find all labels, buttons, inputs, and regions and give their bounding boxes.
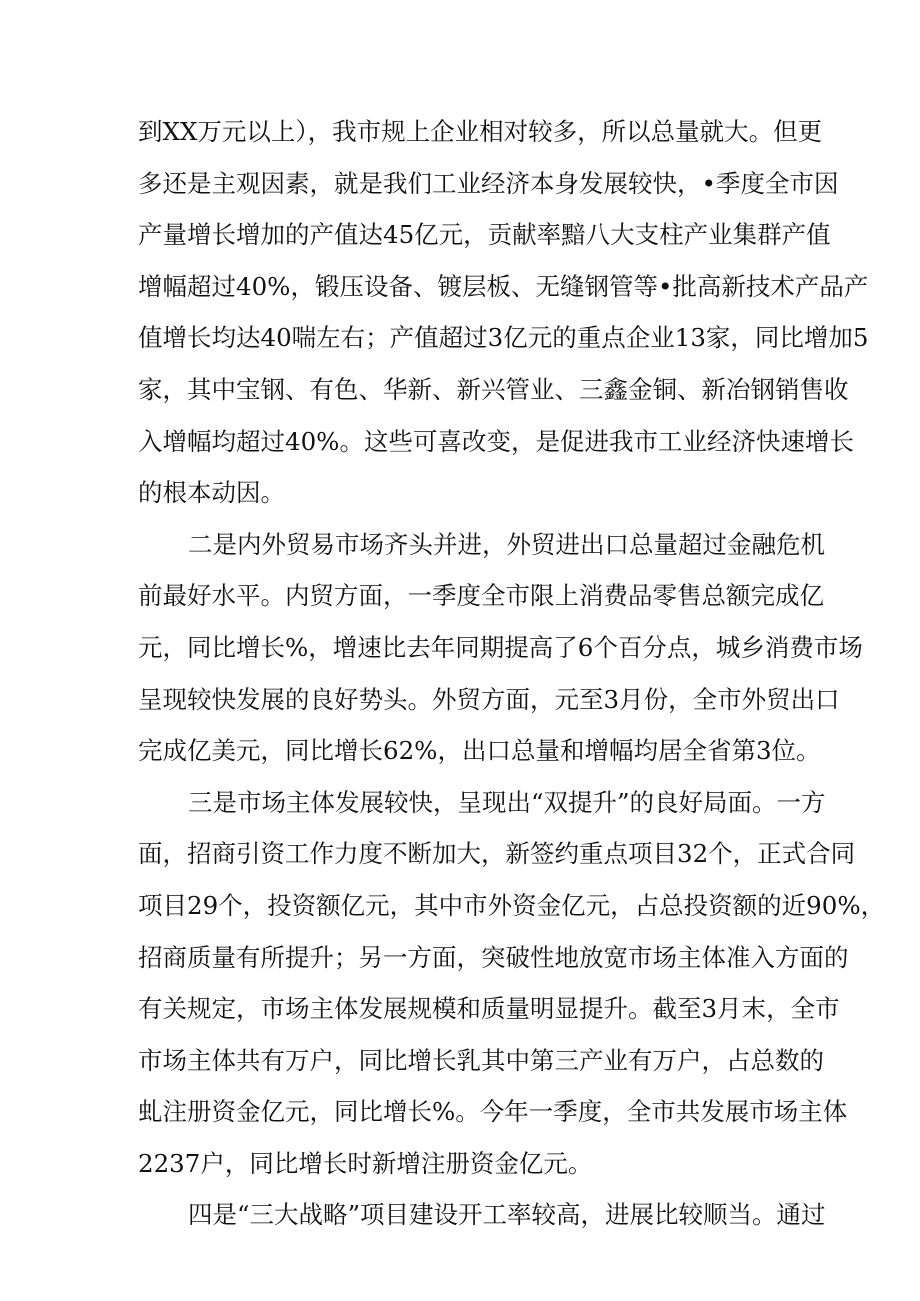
text-line: 虬注册资金亿元，同比增长%。今年一季度，全市共发展市场主体 <box>138 1097 848 1127</box>
text-line: 三是市场主体发展较快，呈现出“双提升”的良好局面。一方 <box>188 787 826 817</box>
text-line: 二是内外贸易市场齐头并进，外贸进出口总量超过金融危机 <box>188 529 825 559</box>
document-body <box>138 106 886 1241</box>
text-line: 呈现较快发展的良好势头。外贸方面，元至3月份，全市外贸出口 <box>138 684 840 714</box>
text-line: 元，同比增长%，增速比去年同期提高了6个百分点，城乡消费市场 <box>138 632 863 662</box>
text-line: 多还是主观因素，就是我们工业经济本身发展较快，•季度全市因 <box>138 168 839 198</box>
text-line: 2237户，同比增长时新增注册资金亿元。 <box>138 1148 593 1178</box>
text-line: 项目29个，投资额亿元，其中市外资金亿元，占总投资额的近90%， <box>138 890 886 920</box>
text-line: 面，招商引资工作力度不断加大，新签约重点项目32个，正式合同 <box>138 839 856 869</box>
text-line: 入增幅均超过40%。这些可喜改变，是促进我市工业经济快速增长 <box>138 426 854 456</box>
text-line: 家，其中宝钢、有色、华新、新兴管业、三鑫金铜、新冶钢销售收 <box>138 374 849 404</box>
paragraph-trade-market <box>138 519 863 777</box>
text-line: 有关规定，市场主体发展规模和质量明显提升。截至3月末，全市 <box>138 994 840 1024</box>
text-line: 的根本动因。 <box>138 478 285 508</box>
text-line: 招商质量有所提升；另一方面，突破性地放宽市场主体准入方面的 <box>138 942 849 972</box>
text-line: 增幅超过40%，锻压设备、镀层板、无缝钢管等•批高新技术产品产 <box>138 271 869 301</box>
text-line: 前最好水平。内贸方面，一季度全市限上消费品零售总额完成亿 <box>138 581 824 611</box>
text-line: 产量增长增加的产值达45亿元，贡献率黯八大支柱产业集群产值 <box>138 220 831 250</box>
text-line: 市场主体共有万户，同比增长乳其中第三产业有万户，占总数的 <box>138 1045 824 1075</box>
text-line: 完成亿美元，同比增长62%，出口总量和增幅均居全省第3位。 <box>138 736 821 766</box>
text-line: 到XX万元以上），我市规上企业相对较多，所以总量就大。但更 <box>138 117 823 146</box>
paragraph-market-entities <box>138 777 886 1190</box>
text-line: 四是“三大战略”项目建设开工率较高，进展比较顺当。通过 <box>188 1200 826 1230</box>
paragraph-three-strategies <box>138 1189 826 1241</box>
text-line: 值增长均达40喘左右；产值超过3亿元的重点企业13家，同比增加5 <box>138 323 869 353</box>
paragraph-industrial-growth <box>138 106 869 519</box>
